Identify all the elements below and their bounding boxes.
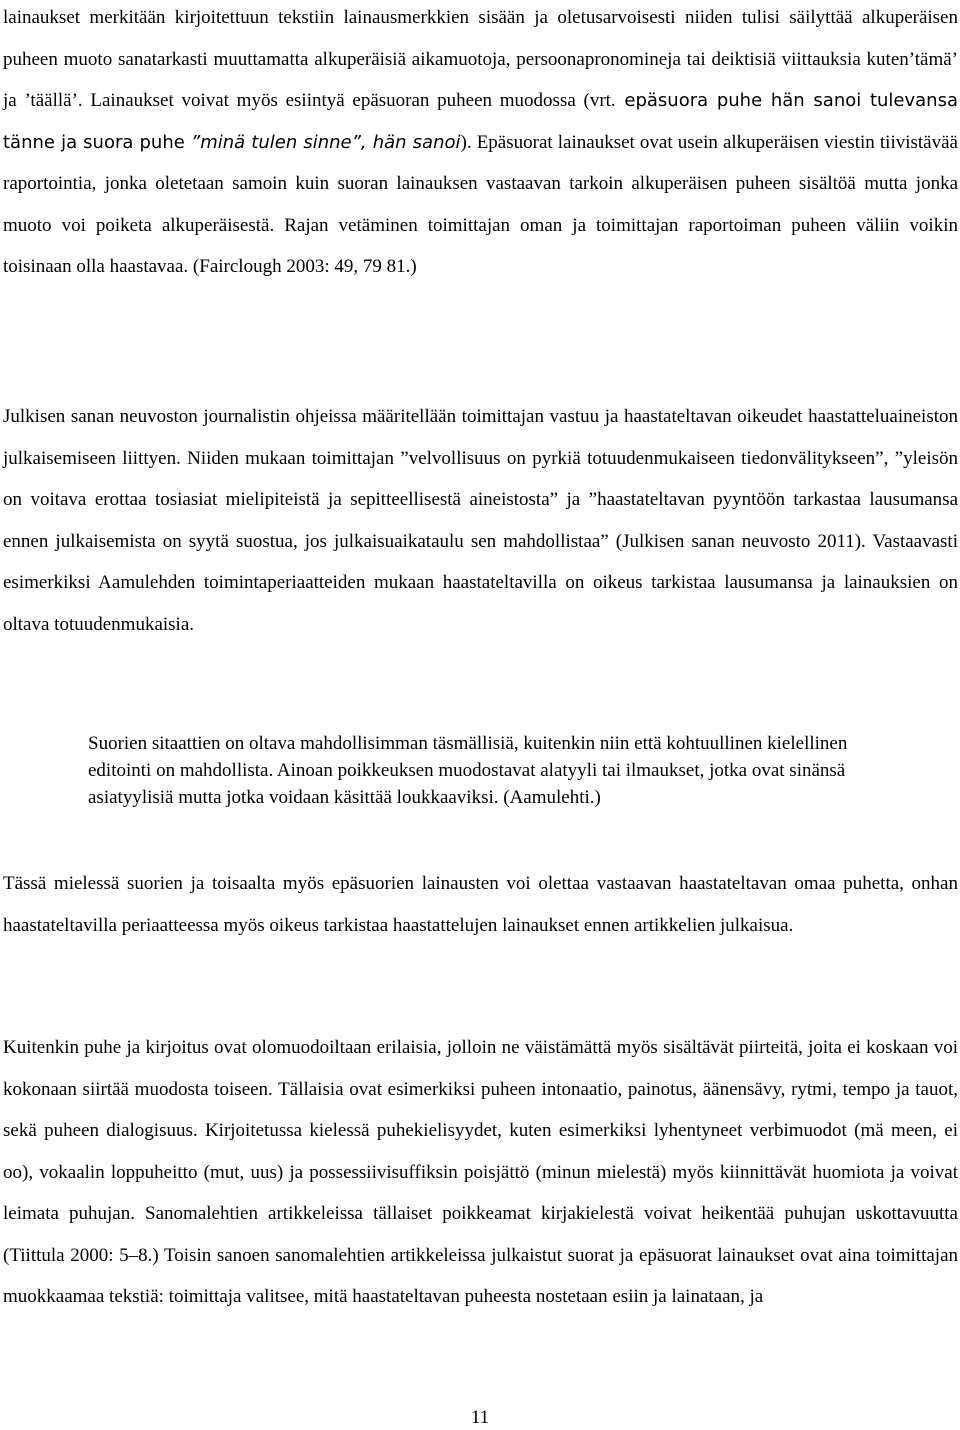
paragraph-1-part-2: ). Epäsuorat lainaukset ovat usein alkuperäisen viestin tiivistävää raportointia, jonka oletetaan samoin kuin suoran lainauksen vastaavan tarkoin alkuperäisen puheen sisältöä mutta jonka muoto voi poiketa alkuperäisestä. Rajan vetäminen toimittajan oman ja toimittajan raportoiman puheen väliin voikin toisinaan olla haastavaa. (Fairclough 2003: 49, 79 81.)	[3, 131, 958, 277]
body-paragraph-3: Tässä mielessä suorien ja toisaalta myös epäsuorien lainausten voi olettaa vastaavan haastateltavan omaa puhetta, onhan haastateltavilla periaatteessa myös oikeus tarkistaa haastattelujen lainaukset ennen artikkelien julkaisua.	[3, 873, 958, 936]
body-paragraph-1	[3, 0, 958, 288]
body-paragraph-4: Kuitenkin puhe ja kirjoitus ovat olomuodoiltaan erilaisia, jolloin ne väistämättä myös sisältävät piirteitä, joita ei koskaan voi kokonaan siirtää muodosta toiseen. Tällaisia ovat esimerkiksi puheen intonaatio, painotus, äänensävy, rytmi, tempo ja tauot, sekä puheen dialogisuus. Kirjoitetussa kielessä puhekielisyydet, kuten esimerkiksi lyhentyneet verbimuodot (mä meen, ei oo), vokaalin loppuheitto (mut, uus) ja possessiivisuffiksin poisjättö (minun mielestä) myös kiinnittävät huomiota ja voivat leimata puhujan. Sanomalehtien artikkeleissa tällaiset poikkeamat kirjakielestä voivat heikentää puhujan uskottavuutta (Tiittula 2000: 5–8.) Toisin sanoen sanomalehtien artikkeleissa julkaistut suorat ja epäsuorat lainaukset ovat aina toimittajan muokkaamaa tekstiä: toimittaja valitsee, mitä haastateltavan puheesta nostetaan esiin ja lainataan, ja	[3, 1037, 958, 1307]
paragraph-1-indirect-speech-example: epäsuora puhe hän sanoi tulevansa tänne ja suora puhe	[3, 90, 958, 153]
body-paragraph-2: Julkisen sanan neuvoston journalistin ohjeissa määritellään toimittajan vastuu ja haastateltavan oikeudet haastatteluaineiston julkaisemiseen liittyen. Niiden mukaan toimittajan ”velvollisuus on pyrkiä totuudenmukaiseen tiedonvälitykseen”, ”yleisön on voitava erottaa tosiasiat mielipiteistä ja sepitteellisestä aineistosta” ja ”haastateltavan pyyntöön tarkastaa lausumansa ennen julkaisemista on syytä suostua, jos julkaisuaikataulu sen mahdollistaa” (Julkisen sanan neuvosto 2011). Vastaavasti esimerkiksi Aamulehden toimintaperiaatteiden mukaan haastateltavilla on oikeus tarkistaa lausumansa ja lainauksien on oltava totuudenmukaisia.	[3, 406, 958, 635]
block-quote: Suorien sitaattien on oltava mahdollisimman täsmällisiä, kuitenkin niin että kohtuullinen kielellinen editointi on mahdollista. Ainoan poikkeuksen muodostavat alatyyli tai ilmaukset, jotka ovat sinänsä asiatyylisiä mutta jotka voidaan käsittää loukkaaviksi. (Aamulehti.)	[88, 733, 848, 808]
page-number: 11	[470, 1407, 490, 1428]
paragraph-1-direct-speech-example: ”minä tulen sinne”, hän sanoi	[190, 131, 461, 153]
paragraph-1-part-1: lainaukset merkitään kirjoitettuun tekstiin lainausmerkkien sisään ja oletusarvoisesti niiden tulisi säilyttää alkuperäisen puheen muoto sanatarkasti muuttamatta alkuperäisiä aikamuotoja, persoonapronomineja tai deiktisiä viittauksia kuten’tämä’ ja ’täällä’. Lainaukset voivat myös esiintyä epäsuoran puheen muodossa (vrt.	[3, 7, 958, 111]
